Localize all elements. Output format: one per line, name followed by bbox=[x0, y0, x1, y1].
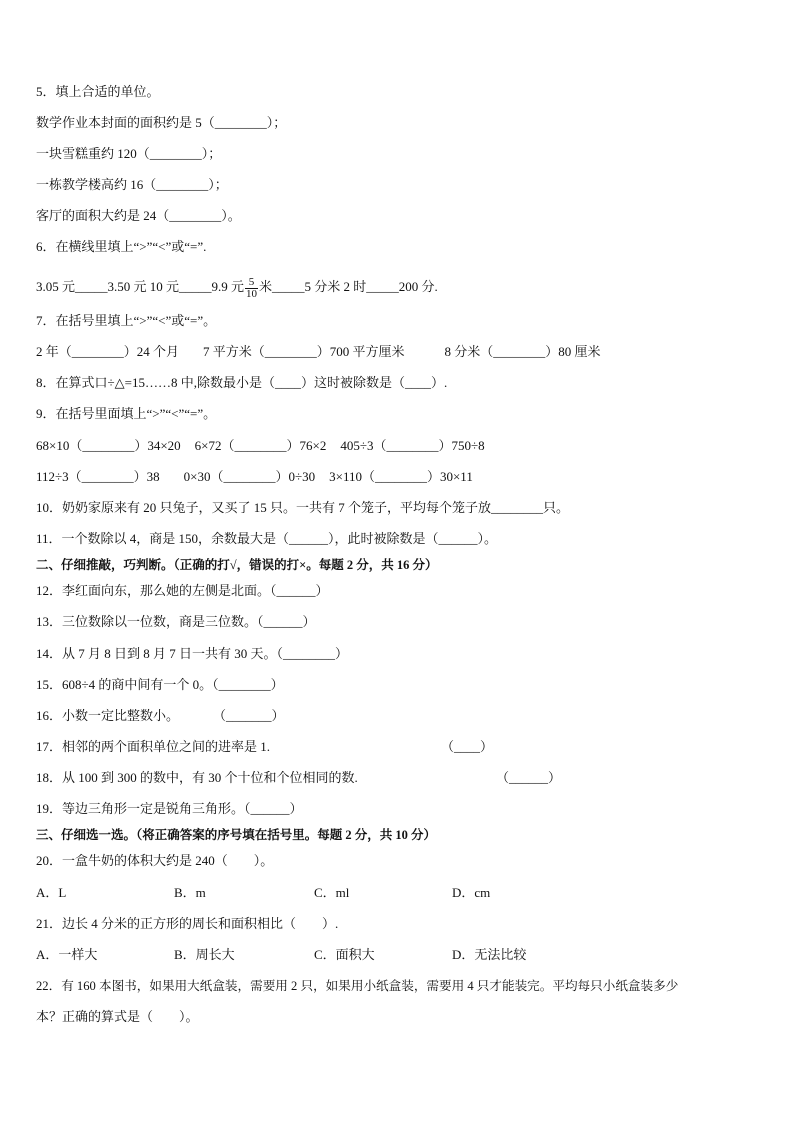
q9-title: 9．在括号里面填上“>”“<”“=”。 bbox=[36, 406, 217, 421]
q21-option-b: B．周长大 bbox=[174, 947, 235, 962]
q22-line-2: 本？正确的算式是（ ）。 bbox=[36, 1009, 199, 1024]
q21-stem: 21．边长 4 分米的正方形的周长和面积相比（ ）. bbox=[36, 916, 339, 931]
q12-blank: （______） bbox=[270, 583, 329, 598]
q13-blank: （______） bbox=[257, 614, 316, 629]
q20-option-d: D．cm bbox=[452, 885, 491, 900]
q5-line-4: 客厅的面积大约是 24（________）。 bbox=[36, 208, 241, 223]
q21-option-d: D．无法比较 bbox=[452, 947, 527, 962]
q7-items bbox=[36, 344, 764, 360]
q9-item: 112÷3（________）38 bbox=[36, 469, 160, 484]
q12 bbox=[36, 583, 764, 599]
q14-blank: （________） bbox=[276, 646, 349, 661]
q8-text: 8．在算式口÷△=15……8 中,除数最小是（____）这时被除数是（____）. bbox=[36, 375, 448, 390]
q13-text: 13．三位数除以一位数，商是三位数。 bbox=[36, 614, 258, 629]
q17-blank: （____） bbox=[441, 739, 494, 754]
q20-option-b: B．m bbox=[174, 885, 206, 900]
section-3-heading: 三、仔细选一选。（将正确答案的序号填在括号里。每题 2 分，共 10 分） bbox=[36, 828, 437, 842]
q9-row-2 bbox=[36, 469, 764, 485]
q19-blank: （______） bbox=[244, 801, 303, 816]
q16 bbox=[36, 708, 764, 724]
q6-part2: 米_____5 分米 2 时_____200 分. bbox=[259, 279, 438, 294]
q6-part1: 3.05 元_____3.50 元 10 元_____9.9 元 bbox=[36, 279, 245, 294]
q21-option-a: A．一样大 bbox=[36, 947, 98, 962]
q19 bbox=[36, 801, 764, 817]
q5-line-1: 数学作业本封面的面积约是 5（________）； bbox=[36, 115, 287, 130]
q6-line bbox=[36, 276, 764, 298]
q20-option-a: A．L bbox=[36, 885, 67, 900]
q18-blank: （______） bbox=[496, 770, 562, 785]
q9-item: 6×72（________）76×2 bbox=[194, 438, 327, 453]
q15 bbox=[36, 677, 764, 693]
q9-item: 3×110（________）30×11 bbox=[329, 469, 473, 484]
q6-title: 6．在横线里填上“>”“<”或“=”. bbox=[36, 239, 207, 254]
q19-text: 19．等边三角形一定是锐角三角形。 bbox=[36, 801, 245, 816]
q11-text: 11．一个数除以 4，商是 150，余数最大是（______），此时被除数是（______）。 bbox=[36, 531, 498, 546]
q16-blank: （_______） bbox=[213, 708, 285, 723]
q7-item-2: 7 平方米（________）700 平方厘米 bbox=[203, 344, 405, 359]
fraction-denominator: 10 bbox=[246, 287, 258, 300]
q9-item: 0×30（________）0÷30 bbox=[183, 469, 316, 484]
q21-options bbox=[36, 947, 764, 963]
q20-options bbox=[36, 885, 764, 901]
q12-text: 12．李红面向东，那么她的左侧是北面。 bbox=[36, 583, 271, 598]
q10-text: 10．奶奶家原来有 20 只兔子，又买了 15 只。一共有 7 个笼子，平均每个笼子放________只。 bbox=[36, 500, 570, 515]
q14 bbox=[36, 646, 764, 662]
q14-text: 14．从 7 月 8 日到 8 月 7 日一共有 30 天。 bbox=[36, 646, 277, 661]
q9-item: 405÷3（________）750÷8 bbox=[340, 438, 485, 453]
q7-item-1: 2 年（________）24 个月 bbox=[36, 344, 180, 359]
q17 bbox=[36, 739, 764, 755]
q9-row-1 bbox=[36, 438, 764, 454]
q18 bbox=[36, 770, 764, 786]
q18-text: 18．从 100 到 300 的数中，有 30 个十位和个位相同的数. bbox=[36, 770, 358, 785]
q16-text: 16．小数一定比整数小。 bbox=[36, 708, 180, 723]
q9-item: 68×10（________）34×20 bbox=[36, 438, 181, 453]
section-2-heading: 二、仔细推敲，巧判断。（正确的打√，错误的打×。每题 2 分，共 16 分） bbox=[36, 558, 438, 572]
fraction-numerator: 5 bbox=[245, 277, 258, 289]
q17-text: 17．相邻的两个面积单位之间的进率是 1. bbox=[36, 739, 271, 754]
q22-line-1: 22．有 160 本图书，如果用大纸盒装，需要用 2 只，如果用小纸盒装，需要用 4 只才能装完。平均每只小纸盒装多少 bbox=[36, 979, 679, 993]
fraction bbox=[245, 277, 258, 300]
q15-text: 15．608÷4 的商中间有一个 0。 bbox=[36, 677, 213, 692]
q20-option-c: C．ml bbox=[314, 885, 350, 900]
q7-item-3: 8 分米（________）80 厘米 bbox=[444, 344, 601, 359]
q21-option-c: C．面积大 bbox=[314, 947, 375, 962]
q5-title: 5．填上合适的单位。 bbox=[36, 84, 160, 99]
q5-line-3: 一栋教学楼高约 16（________）； bbox=[36, 177, 228, 192]
q13 bbox=[36, 614, 764, 630]
q20-stem: 20．一盒牛奶的体积大约是 240（ ）。 bbox=[36, 853, 274, 868]
q5-line-2: 一块雪糕重约 120（________）； bbox=[36, 146, 222, 161]
q7-title: 7．在括号里填上“>”“<”或“=”。 bbox=[36, 313, 217, 328]
q15-blank: （________） bbox=[212, 677, 284, 692]
